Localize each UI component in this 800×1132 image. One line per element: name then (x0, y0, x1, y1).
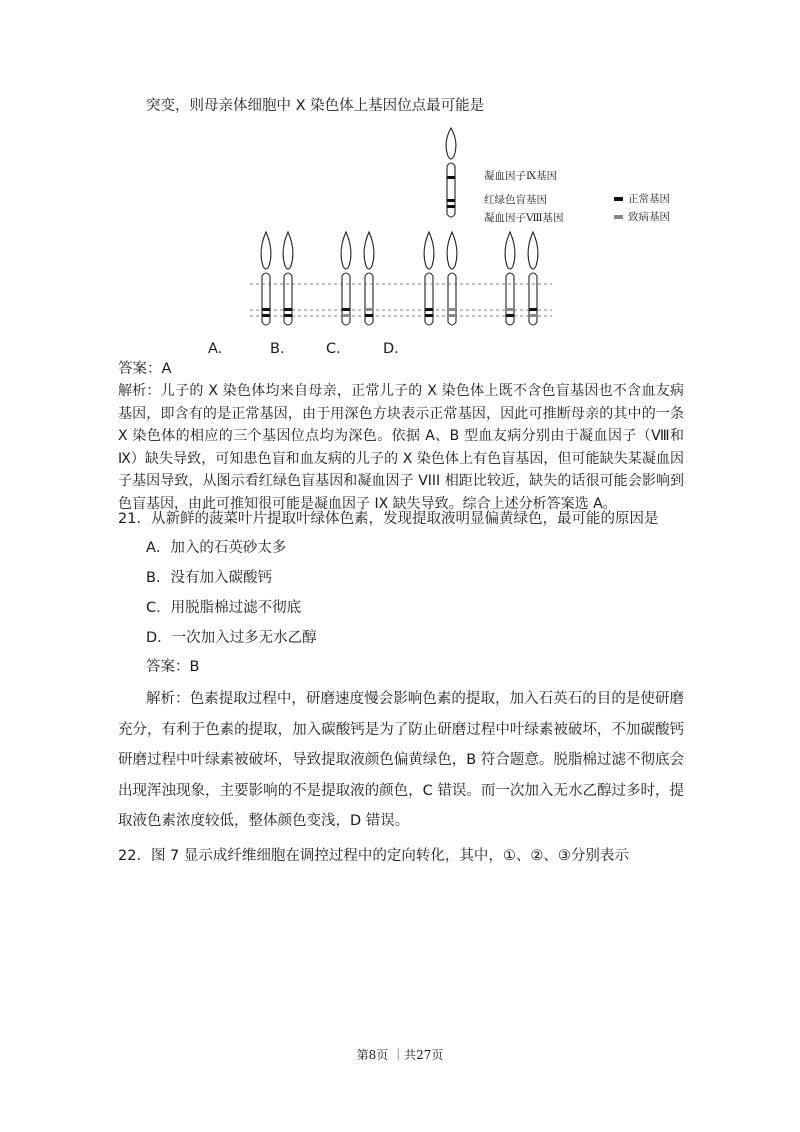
label-factor8: 凝血因子Ⅷ基因 (484, 212, 564, 224)
q20-answer: 答案：A (118, 361, 172, 377)
label-colorblind: 红绿色盲基因 (484, 194, 547, 206)
legend-disease-swatch (614, 215, 623, 219)
q20-analysis: 解析：儿子的 X 染色体均来自母亲，正常儿子的 X 染色体上既不含色盲基因也不含血友病基因，即含有的是正常基因，由于用深色方块表示正常基因，因此可推断母亲的其中的一条 X 染色体的相应的三个基因位点均为深色。依据 A、B 型血友病分别由于凝血因子（Ⅷ和 Ⅸ）缺失导致，可知患色盲和血友病的儿子的 X 染色体上有色盲基因，但可能缺失某凝血因子基因导致，从图示看红绿色盲基因和凝血因子 VIII 相距比较近，缺失的话很可能会影响到色盲基因，由此可推知很可能是凝血因子 IX 缺失导致。综合上述分析答案选 A。 (118, 383, 684, 512)
legend-disease-label: 致病基因 (628, 211, 670, 223)
q21-stem: 21．从新鲜的菠菜叶片提取叶绿体色素，发现提取液明显偏黄绿色，最可能的原因是 (118, 511, 659, 527)
legend-normal-swatch (614, 197, 623, 201)
reference-chromosome (446, 128, 456, 217)
q21-option-c: C．用脱脂棉过滤不彻底 (146, 600, 302, 616)
option-b-label: B. (270, 341, 285, 357)
intro-line: 突变，则母亲体细胞中 X 染色体上基因位点最可能是 (146, 98, 485, 114)
q21-option-d: D．一次加入过多无水乙醇 (146, 630, 317, 646)
q21-option-b: B．没有加入碳酸钙 (146, 570, 272, 586)
option-d-label: D. (383, 341, 399, 357)
page-footer: 第8页 ｜共27页 (356, 1048, 444, 1062)
option-a-label: A. (208, 341, 223, 357)
q21-option-a: A．加入的石英砂太多 (146, 540, 287, 556)
label-factor9: 凝血因子Ⅸ基因 (484, 170, 558, 182)
option-c-label: C. (326, 341, 341, 357)
q21-answer: 答案：B (146, 659, 200, 675)
q22-stem: 22．图 7 显示成纤维细胞在调控过程中的定向转化，其中，①、②、③分别表示 (118, 848, 629, 864)
legend-normal-label: 正常基因 (628, 193, 670, 205)
q21-analysis: 解析：色素提取过程中，研磨速度慢会影响色素的提取，加入石英石的目的是使研磨充分，有利于色素的提取，加入碳酸钙是为了防止研磨过程中叶绿素被破坏，不加碳酸钙研磨过程中叶绿素被破坏，导致提取液颜色偏黄绿色，B 符合题意。脱脂棉过滤不彻底会出现浑浊现象，主要影响的不是提取液的颜色，C 错误。而一次加入无水乙醇过多时，提取液色素浓度较低，整体颜色变浅，D 错误。 (118, 691, 684, 829)
